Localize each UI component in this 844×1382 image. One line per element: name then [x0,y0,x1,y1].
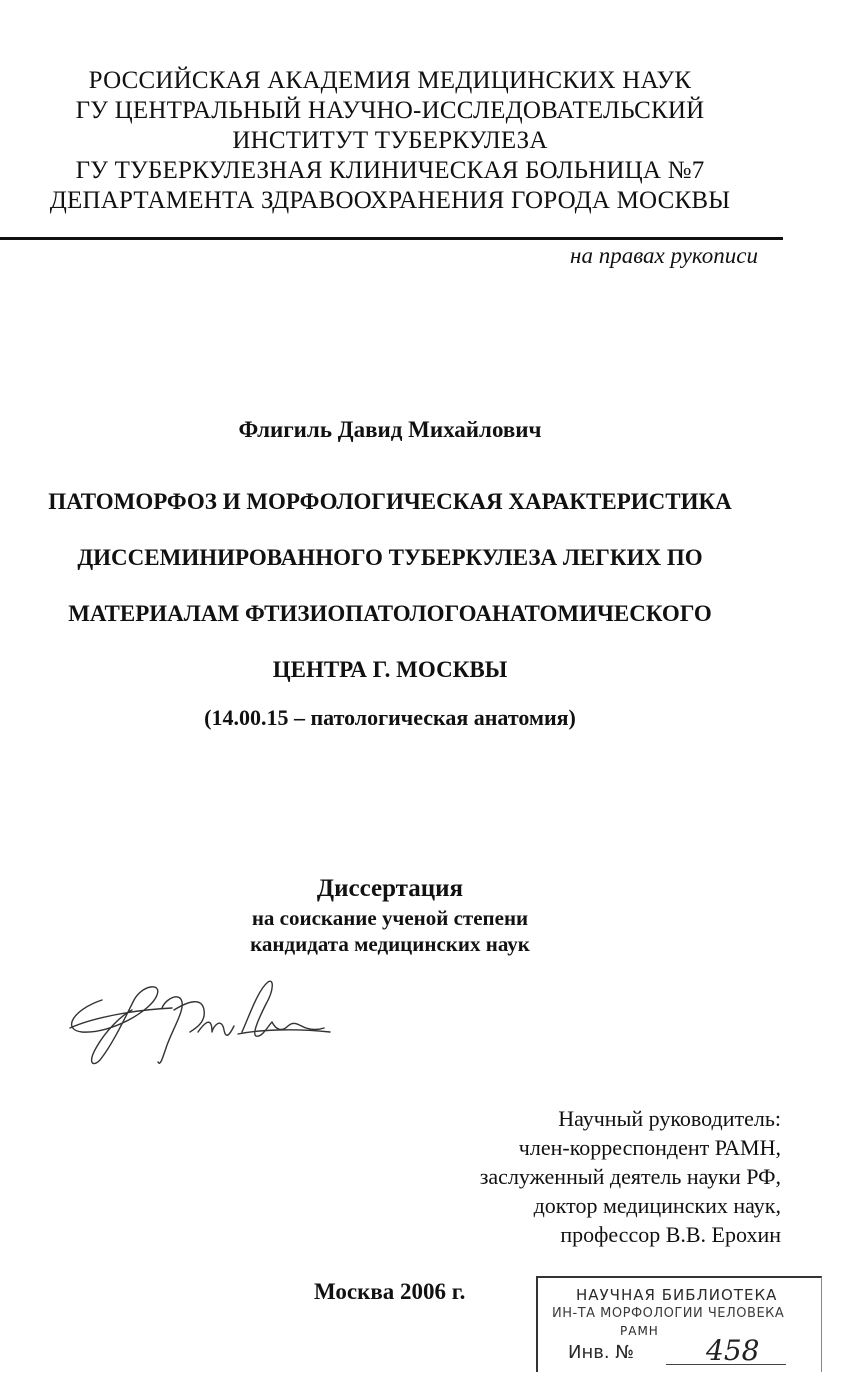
title-line-1: ПАТОМОРФОЗ И МОРФОЛОГИЧЕСКАЯ ХАРАКТЕРИСТИКА [48,489,732,514]
header-divider [0,237,783,240]
supervisor-line-5: профессор В.В. Ерохин [560,1222,781,1247]
dissertation-title [0,474,780,698]
header-line-3: ИНСТИТУТ ТУБЕРКУЛЕЗА [232,127,548,154]
author-name: Флигиль Давид Михайлович [238,417,542,442]
signature-icon [62,970,342,1070]
stamp-line-1: НАУЧНАЯ БИБЛИОТЕКА [576,1286,778,1304]
institution-header [0,66,780,216]
place-year: Москва 2006 г. [314,1279,466,1304]
stamp-line-2: ИН-ТА МОРФОЛОГИИ ЧЕЛОВЕКА [552,1306,785,1321]
title-line-4: ЦЕНТРА Г. МОСКВЫ [272,657,508,682]
header-line-4: ГУ ТУБЕРКУЛЕЗНАЯ КЛИНИЧЕСКАЯ БОЛЬНИЦА №7 [75,157,705,184]
title-line-2: ДИССЕМИНИРОВАННОГО ТУБЕРКУЛЕЗА ЛЕГКИХ ПО [77,545,703,570]
specialty-code: (14.00.15 – патологическая анатомия) [204,705,576,730]
stamp-inv-label: Инв. № [568,1342,635,1363]
stamp-line-3: РАМН [620,1324,659,1338]
supervisor-line-1: Научный руководитель: [558,1106,781,1131]
supervisor-line-3: заслуженный деятель науки РФ, [479,1164,781,1189]
title-line-3: МАТЕРИАЛАМ ФТИЗИОПАТОЛОГОАНАТОМИЧЕСКОГО [68,601,712,626]
degree-line-2: кандидата медицинских наук [250,932,530,956]
stamp-inv-number: 458 [706,1334,760,1367]
header-line-5: ДЕПАРТАМЕНТА ЗДРАВООХРАНЕНИЯ ГОРОДА МОСКВЫ [49,187,731,214]
degree-block [0,873,780,957]
library-stamp [536,1276,822,1372]
manuscript-note: на правах рукописи [570,243,758,268]
header-line-1: РОССИЙСКАЯ АКАДЕМИЯ МЕДИЦИНСКИХ НАУК [88,67,692,94]
dissertation-heading: Диссертация [316,875,464,902]
degree-line-1: на соискание ученой степени [251,906,529,930]
supervisor-block [480,1104,781,1249]
supervisor-line-2: член-корреспондент РАМН, [518,1135,781,1160]
supervisor-line-4: доктор медицинских наук, [533,1193,781,1218]
header-line-2: ГУ ЦЕНТРАЛЬНЫЙ НАУЧНО-ИССЛЕДОВАТЕЛЬСКИЙ [75,97,705,124]
